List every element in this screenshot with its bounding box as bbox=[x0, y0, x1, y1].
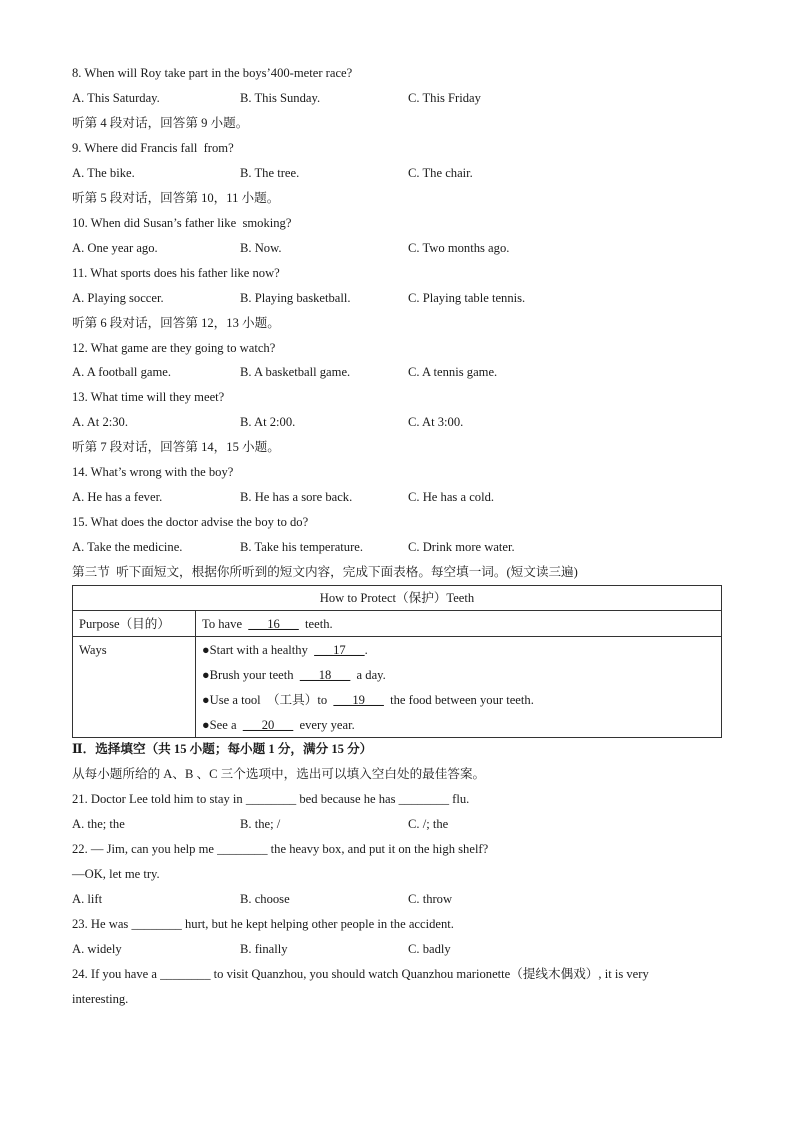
option-9b: B. The tree. bbox=[240, 166, 300, 180]
question-12: 12. What game are they going to watch? bbox=[72, 341, 276, 355]
option-23a: A. widely bbox=[72, 942, 122, 956]
option-12a: A. A football game. bbox=[72, 365, 171, 379]
option-11c: C. Playing table tennis. bbox=[408, 291, 526, 305]
option-10a: A. One year ago. bbox=[72, 241, 158, 255]
option-8a: A. This Saturday. bbox=[72, 91, 160, 105]
option-14b: B. He has a sore back. bbox=[240, 490, 353, 504]
ways-cell bbox=[196, 637, 722, 738]
option-13c: C. At 3:00. bbox=[408, 415, 464, 429]
option-14c: C. He has a cold. bbox=[408, 490, 495, 504]
option-15c: C. Drink more water. bbox=[408, 540, 515, 554]
option-11b: B. Playing basketball. bbox=[240, 291, 351, 305]
option-15b: B. Take his temperature. bbox=[240, 540, 364, 554]
question-24-cont: interesting. bbox=[72, 992, 129, 1006]
option-21b: B. the; / bbox=[240, 817, 281, 831]
blank-16: ___16___ bbox=[248, 616, 299, 631]
option-14a: A. He has a fever. bbox=[72, 490, 163, 504]
question-10: 10. When did Susan’s father like smoking? bbox=[72, 216, 292, 230]
section-instruction-5: 听第 5 段对话，回答第 10，11 小题。 bbox=[72, 191, 280, 205]
option-8b: B. This Sunday. bbox=[240, 91, 321, 105]
way-item: ●Brush your teeth ___18___ a day. bbox=[202, 667, 386, 682]
question-9: 9. Where did Francis fall from? bbox=[72, 141, 234, 155]
option-22b: B. choose bbox=[240, 892, 290, 906]
option-12c: C. A tennis game. bbox=[408, 365, 498, 379]
blank-17: ___17___ bbox=[314, 642, 365, 657]
question-11: 11. What sports does his father like now? bbox=[72, 266, 280, 280]
option-11a: A. Playing soccer. bbox=[72, 291, 164, 305]
option-9a: A. The bike. bbox=[72, 166, 135, 180]
purpose-cell: To have ___16___ teeth. bbox=[196, 611, 722, 637]
way-item: ●Use a tool （工具）to ___19___ the food between your teeth. bbox=[202, 692, 534, 707]
section-instruction-6: 听第 6 段对话，回答第 12，13 小题。 bbox=[72, 316, 280, 330]
section-instruction-4: 听第 4 段对话，回答第 9 小题。 bbox=[72, 116, 249, 130]
option-13b: B. At 2:00. bbox=[240, 415, 296, 429]
question-23: 23. He was ________ hurt, but he kept helping other people in the accident. bbox=[72, 917, 454, 931]
option-21c: C. /; the bbox=[408, 817, 449, 831]
part-2-title: Ⅱ．选择填空（共 15 小题；每小题 1 分，满分 15 分） bbox=[72, 742, 373, 756]
table-title: How to Protect（保护）Teeth bbox=[73, 586, 722, 611]
blank-19: ___19___ bbox=[333, 692, 384, 707]
question-8: 8. When will Roy take part in the boys’400-meter race? bbox=[72, 66, 353, 80]
option-15a: A. Take the medicine. bbox=[72, 540, 183, 554]
way-item: ●Start with a healthy ___17___ . bbox=[202, 642, 368, 657]
part-2-instruction: 从每小题所给的 A、B 、C 三个选项中，选出可以填入空白处的最佳答案。 bbox=[72, 767, 486, 781]
question-14: 14. What’s wrong with the boy? bbox=[72, 465, 234, 479]
question-22: 22. — Jim, can you help me ________ the heavy box, and put it on the high shelf? bbox=[72, 842, 489, 856]
teeth-table bbox=[72, 585, 722, 738]
option-8c: C. This Friday bbox=[408, 91, 481, 105]
blank-20: ___20___ bbox=[242, 717, 294, 732]
section-3-heading: 第三节 听下面短文，根据你所听到的短文内容，完成下面表格。每空填一词。(短文读三遍) bbox=[72, 565, 578, 579]
option-10b: B. Now. bbox=[240, 241, 282, 255]
question-22-reply: —OK, let me try. bbox=[72, 867, 160, 881]
way-item: ●See a ___20___ every year. bbox=[202, 717, 355, 732]
section-instruction-7: 听第 7 段对话，回答第 14，15 小题。 bbox=[72, 440, 280, 454]
option-21a: A. the; the bbox=[72, 817, 125, 831]
question-24: 24. If you have a ________ to visit Quanzhou, you should watch Quanzhou marionette（提线木偶戏）, it is very bbox=[72, 967, 649, 981]
question-21: 21. Doctor Lee told him to stay in ________ bed because he has ________ flu. bbox=[72, 792, 470, 806]
question-15: 15. What does the doctor advise the boy to do? bbox=[72, 515, 309, 529]
option-12b: B. A basketball game. bbox=[240, 365, 351, 379]
option-9c: C. The chair. bbox=[408, 166, 473, 180]
ways-label: Ways bbox=[73, 637, 196, 738]
option-23b: B. finally bbox=[240, 942, 288, 956]
option-22c: C. throw bbox=[408, 892, 453, 906]
option-23c: C. badly bbox=[408, 942, 451, 956]
option-10c: C. Two months ago. bbox=[408, 241, 510, 255]
option-13a: A. At 2:30. bbox=[72, 415, 128, 429]
blank-18: ___18___ bbox=[299, 667, 351, 682]
question-13: 13. What time will they meet? bbox=[72, 390, 225, 404]
purpose-label: Purpose（目的） bbox=[73, 611, 196, 637]
option-22a: A. lift bbox=[72, 892, 103, 906]
